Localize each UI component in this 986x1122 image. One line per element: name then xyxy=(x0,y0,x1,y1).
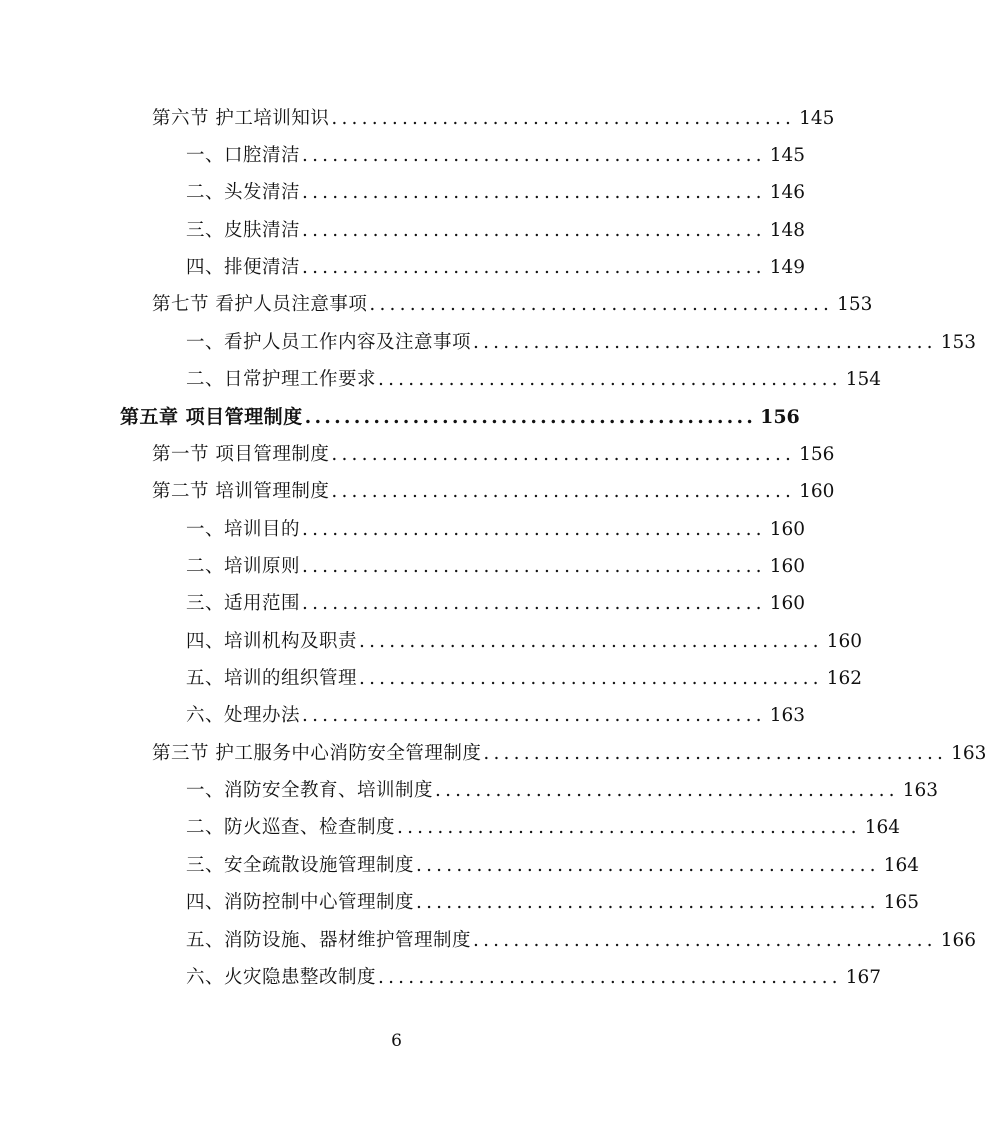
toc-entry-label: 二、头发清洁 xyxy=(186,182,301,203)
dot-leader: .............................................. xyxy=(302,519,766,540)
toc-entry-label: 五、消防设施、器材维护管理制度 xyxy=(186,930,472,951)
dot-leader: .............................................. xyxy=(359,631,823,652)
toc-chapter-entry[interactable] xyxy=(120,402,800,432)
toc-entry-page: 163 xyxy=(902,780,939,801)
dot-leader: .............................................. xyxy=(378,369,842,390)
dot-leader: .............................................. xyxy=(378,967,842,988)
toc-entry[interactable] xyxy=(186,627,863,657)
toc-entry-label: 六、处理办法 xyxy=(186,705,301,726)
toc-entry[interactable] xyxy=(186,664,863,694)
dot-leader: .............................................. xyxy=(331,108,796,129)
toc-entry[interactable] xyxy=(186,328,977,358)
dot-leader: .............................................. xyxy=(473,332,937,353)
toc-entry-label: 第七节 看护人员注意事项 xyxy=(152,294,368,315)
toc-entry-label: 第一节 项目管理制度 xyxy=(152,444,330,465)
toc-entry-label: 第三节 护工服务中心消防安全管理制度 xyxy=(152,743,482,764)
toc-entry[interactable] xyxy=(152,290,873,320)
toc-entry-page: 153 xyxy=(940,332,977,353)
dot-leader: .............................................. xyxy=(331,481,796,502)
dot-leader: .............................................. xyxy=(302,182,766,203)
dot-leader: .............................................. xyxy=(302,556,766,577)
dot-leader: .............................................. xyxy=(369,294,834,315)
toc-entry-label: 三、皮肤清洁 xyxy=(186,220,301,241)
toc-entry[interactable] xyxy=(186,552,806,582)
toc-entry-page: 164 xyxy=(864,817,901,838)
toc-entry[interactable] xyxy=(152,104,835,134)
toc-entry-label: 一、看护人员工作内容及注意事项 xyxy=(186,332,472,353)
toc-entry[interactable] xyxy=(152,739,986,769)
dot-leader: .............................................. xyxy=(331,444,796,465)
toc-entry-page: 148 xyxy=(769,220,806,241)
toc-entry-label: 三、适用范围 xyxy=(186,593,301,614)
toc-entry[interactable] xyxy=(186,365,882,395)
toc-entry-page: 160 xyxy=(769,519,806,540)
dot-leader: .............................................. xyxy=(435,780,899,801)
dot-leader: .............................................. xyxy=(304,406,757,428)
toc-entry-page: 160 xyxy=(799,481,835,502)
toc-entry[interactable] xyxy=(186,216,806,246)
toc-entry-label: 一、培训目的 xyxy=(186,519,301,540)
toc-entry-page: 160 xyxy=(769,556,806,577)
toc-entry[interactable] xyxy=(186,776,939,806)
toc-entry[interactable] xyxy=(186,813,901,843)
toc-entry-label: 二、防火巡查、检查制度 xyxy=(186,817,396,838)
toc-entry-label: 第二节 培训管理制度 xyxy=(152,481,330,502)
toc-entry-page: 146 xyxy=(769,182,806,203)
toc-entry-page: 162 xyxy=(826,668,863,689)
dot-leader: .............................................. xyxy=(359,668,823,689)
dot-leader: .............................................. xyxy=(483,743,948,764)
toc-entry-label: 六、火灾隐患整改制度 xyxy=(186,967,377,988)
toc-entry-label: 四、消防控制中心管理制度 xyxy=(186,892,415,913)
toc-entry[interactable] xyxy=(186,141,806,171)
toc-entry-page: 156 xyxy=(799,444,835,465)
toc-entry[interactable] xyxy=(186,701,806,731)
toc-entry[interactable] xyxy=(186,888,920,918)
toc-entry-page: 166 xyxy=(940,930,977,951)
dot-leader: .............................................. xyxy=(302,145,766,166)
toc-entry[interactable] xyxy=(186,589,806,619)
toc-entry[interactable] xyxy=(152,440,835,470)
toc-entry[interactable] xyxy=(186,926,977,956)
toc-entry-page: 154 xyxy=(845,369,882,390)
toc-entry-label: 四、培训机构及职责 xyxy=(186,631,358,652)
dot-leader: .............................................. xyxy=(416,892,880,913)
dot-leader: .............................................. xyxy=(416,855,880,876)
toc-entry-label: 第五章 项目管理制度 xyxy=(120,406,303,428)
toc-entry-label: 三、安全疏散设施管理制度 xyxy=(186,855,415,876)
toc-entry[interactable] xyxy=(152,477,835,507)
toc-entry-label: 第六节 护工培训知识 xyxy=(152,108,330,129)
dot-leader: .............................................. xyxy=(302,705,766,726)
toc-entry-label: 四、排便清洁 xyxy=(186,257,301,278)
toc-entry-page: 145 xyxy=(799,108,835,129)
toc-entry-page: 163 xyxy=(951,743,986,764)
toc-entry-label: 二、日常护理工作要求 xyxy=(186,369,377,390)
toc-entry-page: 153 xyxy=(837,294,873,315)
toc-entry-page: 163 xyxy=(769,705,806,726)
toc-entry-label: 二、培训原则 xyxy=(186,556,301,577)
toc-entry-page: 167 xyxy=(845,967,882,988)
dot-leader: .............................................. xyxy=(473,930,937,951)
toc-entry-page: 160 xyxy=(769,593,806,614)
toc-entry-page: 164 xyxy=(883,855,920,876)
toc-entry[interactable] xyxy=(186,851,920,881)
toc-entry-page: 165 xyxy=(883,892,920,913)
toc-entry-page: 149 xyxy=(769,257,806,278)
toc-entry[interactable] xyxy=(186,178,806,208)
page-number: 6 xyxy=(391,1031,402,1051)
toc-entry-page: 156 xyxy=(760,406,800,428)
dot-leader: .............................................. xyxy=(397,817,861,838)
toc-entry-label: 一、消防安全教育、培训制度 xyxy=(186,780,434,801)
dot-leader: .............................................. xyxy=(302,593,766,614)
dot-leader: .............................................. xyxy=(302,220,766,241)
toc-entry-page: 160 xyxy=(826,631,863,652)
toc-entry-label: 五、培训的组织管理 xyxy=(186,668,358,689)
dot-leader: .............................................. xyxy=(302,257,766,278)
toc-entry[interactable] xyxy=(186,253,806,283)
toc-entry[interactable] xyxy=(186,963,882,993)
toc-entry-page: 145 xyxy=(769,145,806,166)
toc-entry-label: 一、口腔清洁 xyxy=(186,145,301,166)
toc-entry[interactable] xyxy=(186,515,806,545)
